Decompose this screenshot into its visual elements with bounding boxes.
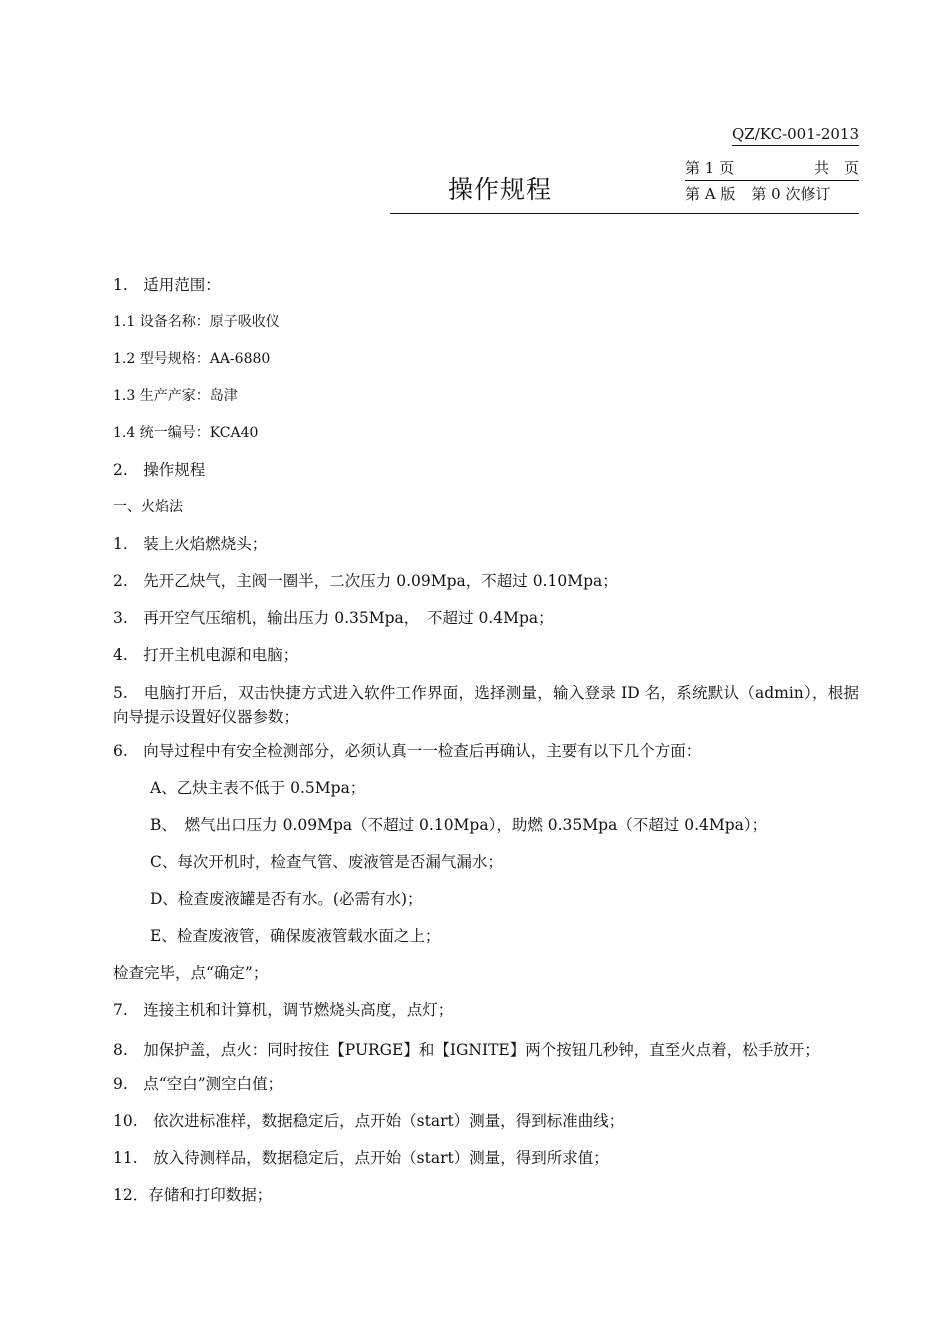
header-info-block bbox=[685, 156, 859, 207]
edition-row bbox=[685, 181, 859, 207]
header-rule bbox=[390, 213, 859, 214]
page-total: 共 页 bbox=[813, 159, 859, 177]
check-item: A、乙炔主表不低于 0.5Mpa； bbox=[150, 779, 366, 797]
page-info-row bbox=[685, 156, 859, 181]
step-line: 3. 再开空气压缩机，输出压力 0.35Mpa， 不超过 0.4Mpa； bbox=[113, 609, 554, 627]
step-line: 9. 点“空白”测空白值； bbox=[113, 1075, 284, 1093]
step-line: 7. 连接主机和计算机，调节燃烧头高度，点灯； bbox=[113, 1001, 454, 1019]
revision: 第 0 次修订 bbox=[751, 185, 831, 203]
step-line: 5. 电脑打开后，双击快捷方式进入软件工作界面，选择测量，输入登录 ID 名，系统默认（admin），根据向导提示设置好仪器参数； bbox=[113, 684, 859, 726]
check-item: E、检查废液管，确保废液管载水面之上； bbox=[150, 927, 441, 945]
step-line: 11. 放入待测样品，数据稳定后，点开始（start）测量，得到所求值； bbox=[113, 1149, 609, 1167]
step-line: 1. 装上火焰燃烧头； bbox=[113, 535, 268, 553]
subsection-heading: 一、火焰法 bbox=[113, 499, 183, 515]
step-line: 4. 打开主机电源和电脑； bbox=[113, 646, 299, 664]
text-line: 1.3 生产产家：岛津 bbox=[113, 388, 238, 404]
text-line: 1.1 设备名称：原子吸收仪 bbox=[113, 314, 280, 330]
step-line: 8. 加保护盖，点火：同时按住【PURGE】和【IGNITE】两个按钮几秒钟，直至火点着，松手放开； bbox=[113, 1041, 820, 1059]
step-line: 2. 先开乙炔气，主阀一圈半，二次压力 0.09Mpa，不超过 0.10Mpa； bbox=[113, 572, 618, 590]
document-title: 操作规程 bbox=[448, 175, 553, 204]
text-line: 1.2 型号规格：AA-6880 bbox=[113, 351, 271, 367]
text-line: 1.4 统一编号：KCA40 bbox=[113, 425, 259, 441]
step-line: 6. 向导过程中有安全检测部分，必须认真一一检查后再确认，主要有以下几个方面： bbox=[113, 742, 702, 760]
check-item: B、 燃气出口压力 0.09Mpa（不超过 0.10Mpa），助燃 0.35Mpa（不超过 0.4Mpa）； bbox=[150, 816, 768, 834]
edition: 第 A 版 bbox=[685, 185, 736, 203]
section-heading: 1. 适用范围： bbox=[113, 276, 221, 294]
step-line: 10. 依次进标准样，数据稳定后，点开始（start）测量，得到标准曲线； bbox=[113, 1112, 625, 1130]
text-line: 检查完毕，点“确定”； bbox=[113, 964, 269, 982]
page-number: 第 1 页 bbox=[685, 159, 735, 177]
check-item: D、检查废液罐是否有水。(必需有水)； bbox=[150, 890, 423, 908]
document-code: QZ/KC-001-2013 bbox=[732, 124, 859, 146]
section-heading: 2. 操作规程 bbox=[113, 461, 206, 479]
check-item: C、每次开机时，检查气管、废液管是否漏气漏水； bbox=[150, 853, 503, 871]
document-body bbox=[113, 270, 859, 1217]
step-line: 12．存储和打印数据； bbox=[113, 1186, 273, 1204]
